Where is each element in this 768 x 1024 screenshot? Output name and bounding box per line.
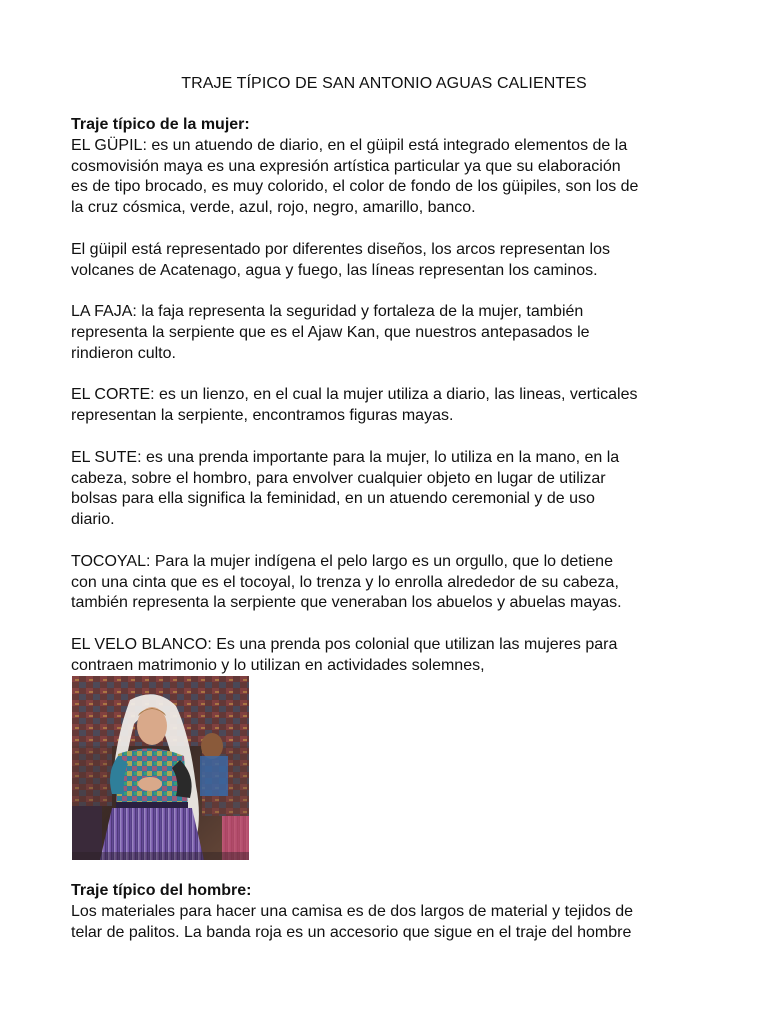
women-section: [71, 115, 701, 677]
men-heading: Traje típico del hombre:: [71, 882, 252, 899]
woman-traditional-dress-photo: [72, 676, 249, 860]
women-heading: Traje típico de la mujer:: [71, 116, 250, 133]
paragraph-guipil: EL GÜPIL: es un atuendo de diario, en el güipil está integrado elementos de la cosmovisión maya es una expresión artística particular ya que su elaboración es de tipo brocado, es muy colorido, el color de fondo de los güipiles, son los de la cruz cósmica, verde, azul, rojo, negro, amarillo, banco.: [71, 136, 639, 217]
paragraph-tocoyal: TOCOYAL: Para la mujer indígena el pelo largo es un orgullo, que lo detiene con una cinta que es el tocoyal, lo trenza y lo enrolla alrededor de su cabeza, también representa la serpiente que veneraban los abuelos y abuelas mayas.: [71, 552, 622, 612]
paragraph-men-camisa: Los materiales para hacer una camisa es de dos largos de material y tejidos de telar de palitos. La banda roja es un accesorio que sigue en el traje del hombre: [71, 902, 634, 941]
paragraph-sute: EL SUTE: es una prenda importante para la mujer, lo utiliza en la mano, en la cabeza, sobre el hombro, para envolver cualquier objeto en lugar de utilizar bolsas para ella significa la feminidad, en un atuendo ceremonial y de uso diario.: [71, 448, 620, 529]
paragraph-faja: LA FAJA: la faja representa la seguridad y fortaleza de la mujer, también representa la serpiente que es el Ajaw Kan, que nuestros antepasados le rindieron culto.: [71, 303, 590, 362]
paragraph-corte: EL CORTE: es un lienzo, en el cual la mujer utiliza a diario, las lineas, verticales representan la serpiente, encontramos figuras mayas.: [71, 386, 638, 425]
document-title: TRAJE TÍPICO DE SAN ANTONIO AGUAS CALIENTES: [181, 75, 587, 92]
paragraph-velo-blanco: EL VELO BLANCO: Es una prenda pos colonial que utilizan las mujeres para contraen matrimonio y lo utilizan en actividades solemnes,: [71, 635, 618, 674]
paragraph-guipil-designs: El güipil está representado por diferentes diseños, los arcos representan los volcanes de Acatenago, agua y fuego, las líneas representan los caminos.: [71, 240, 610, 279]
men-section: [71, 881, 701, 943]
